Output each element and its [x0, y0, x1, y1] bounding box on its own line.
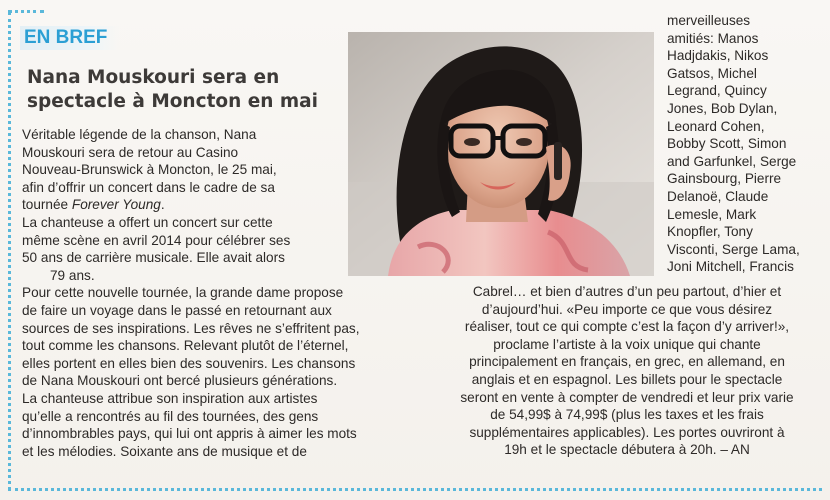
body-line: seront en vente à compter de vendredi et leur prix varie — [460, 389, 794, 405]
body-line: Leonard Cohen, — [667, 118, 765, 134]
dotted-border-bottom — [8, 488, 822, 491]
body-line: Mouskouri sera de retour au Casino — [22, 144, 239, 160]
body-line: de faire un voyage dans le passé en retournant aux — [22, 302, 332, 318]
body-line: anglais et en espagnol. Les billets pour le spectacle — [471, 371, 783, 387]
body-line: 50 ans de carrière musicale. Elle avait alors — [22, 250, 285, 266]
body-line: Jones, Bob Dylan, — [667, 100, 778, 116]
body-line: La chanteuse attribue son inspiration aux artistes — [22, 390, 318, 406]
body-line: tout comme les chansons. Relevant plutôt de l’éternel, — [22, 338, 349, 354]
body-line: même scène en avril 2014 pour célébrer ses — [22, 232, 291, 248]
body-line: merveilleuses — [667, 13, 751, 28]
body-line: réaliser, tout ce qui compte c’est la façon d’y arriver!», — [464, 319, 790, 335]
body-line: sources de ses inspirations. Les rêves ne s’effritent pas, — [22, 320, 360, 336]
body-text: tournée — [22, 197, 72, 213]
body-line: qu’elle a rencontrés au fil des tournées, des gens — [22, 408, 319, 424]
body-line: Legrand, Quincy — [667, 83, 767, 99]
body-line: and Garfunkel, Serge — [667, 153, 797, 169]
body-line: principalement en français, en grec, en allemand, en — [469, 354, 785, 370]
body-line: de Nana Mouskouri ont bercé plusieurs générations. — [22, 373, 338, 389]
body-line: Gainsbourg, Pierre — [667, 171, 782, 187]
body-text: . — [160, 197, 165, 213]
article-body-right — [667, 12, 827, 276]
body-line: Gatsos, Michel — [667, 65, 757, 81]
section-label: EN BREF — [20, 26, 119, 50]
body-line: afin d’offrir un concert dans le cadre de sa — [22, 179, 275, 195]
tour-name: Forever Young — [71, 197, 161, 213]
body-line: Bobby Scott, Simon — [667, 136, 787, 152]
body-line: La chanteuse a offert un concert sur cette — [22, 214, 273, 230]
body-line: Cabrel… et bien d’autres d’un peu partout, d’hier et — [472, 284, 782, 299]
headline — [27, 66, 347, 114]
body-line: Joni Mitchell, Francis — [667, 259, 794, 275]
body-line: Nouveau-Brunswick à Moncton, le 25 mai, — [22, 162, 277, 178]
body-line: Pour cette nouvelle tournée, la grande dame propose — [22, 285, 344, 301]
body-line: d’aujourd’hui. «Peu importe ce que vous désirez — [481, 301, 773, 317]
headline-line: spectacle à Moncton en mai — [27, 91, 318, 112]
body-line: Visconti, Serge Lama, — [667, 241, 800, 257]
body-line: Knopfler, Tony — [667, 224, 753, 240]
body-line: et les mélodies. Soixante ans de musique et de — [22, 443, 307, 459]
dotted-border-top — [8, 10, 44, 13]
body-line: de 54,99$ à 74,99$ (plus les taxes et les frais — [490, 407, 764, 423]
body-line: Hadjdakis, Nikos — [667, 48, 769, 64]
body-line — [22, 196, 354, 214]
body-line: proclame l’artiste à la voix unique qui chante — [493, 336, 761, 352]
body-line: 79 ans. — [50, 267, 95, 283]
article-body-left — [22, 126, 360, 460]
body-line: Delanoë, Claude — [667, 188, 769, 204]
portrait-photo — [348, 32, 654, 276]
body-line: amitiés: Manos — [667, 30, 759, 46]
body-line: d’innombrables pays, qui lui ont appris à aimer les mots — [22, 426, 357, 442]
body-line: elles portent en elles bien des souvenirs. Les chansons — [22, 355, 356, 371]
body-line: 19h et le spectacle débutera à 20h. – AN — [504, 442, 750, 458]
dotted-border-left — [8, 12, 11, 490]
headline-line: Nana Mouskouri sera en — [27, 67, 280, 88]
body-line: supplémentaires applicables). Les portes ouvriront à — [469, 424, 785, 440]
body-line: Véritable légende de la chanson, Nana — [22, 127, 257, 142]
body-line: Lemesle, Mark — [667, 206, 757, 222]
article-body-bottom — [427, 283, 827, 459]
portrait-photo-icon — [348, 32, 654, 276]
